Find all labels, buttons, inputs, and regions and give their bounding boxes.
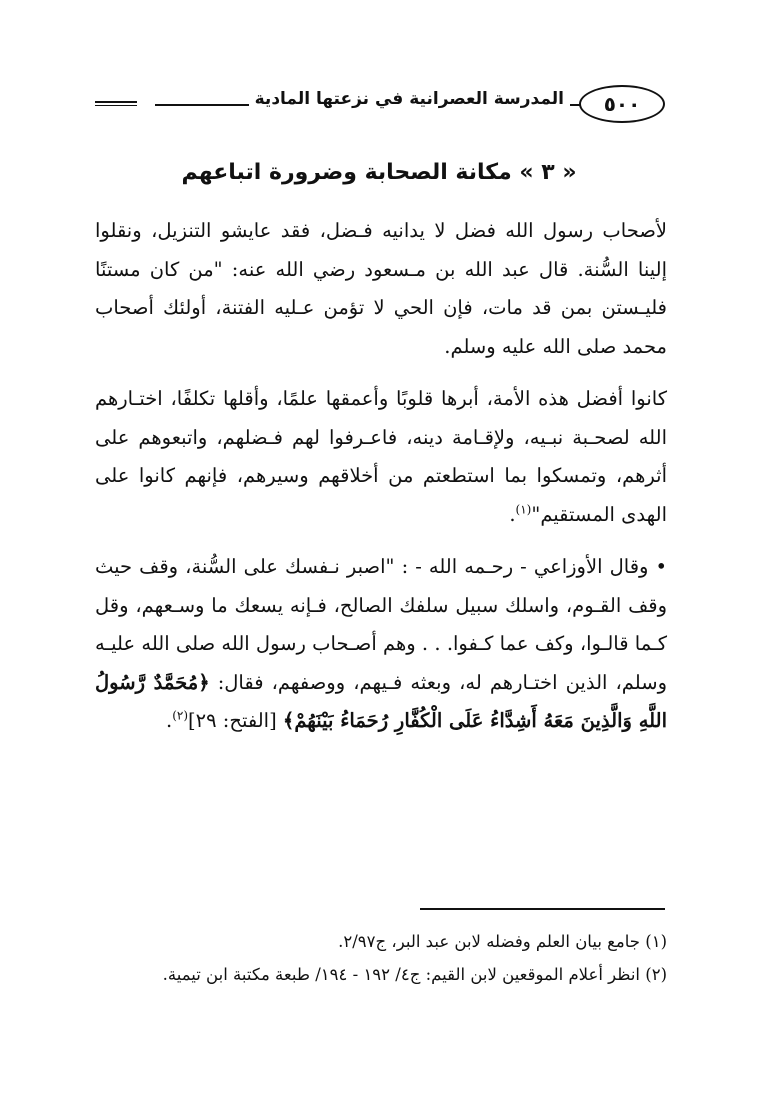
paragraph bbox=[95, 212, 667, 366]
paragraph-text: لأصحاب رسول الله فضل لا يدانيه فـضل، فقد عايشو التنزيل، ونقلوا إلينا السُّنة. قال عبد الله بن مـسعود رضي الله عنه: "من كان مستنًا فليـستن بمن قد مات، فإن الحي لا تؤمن عـليه الفتنة، أولئك أصحاب محمد صلى الله عليه وسلم. bbox=[95, 219, 667, 358]
paragraph-end: . bbox=[509, 502, 516, 526]
footnote-separator bbox=[420, 908, 665, 910]
footnotes bbox=[95, 925, 667, 991]
footnote-ref: (١) bbox=[515, 502, 532, 516]
footnote-ref: (٢) bbox=[172, 708, 189, 723]
footnote-1: (١) جامع بيان العلم وفضله لابن عبد البر، ج٢/٩٧. bbox=[338, 932, 667, 951]
paragraph-text: كانوا أفضل هذه الأمة، أبرها قلوبًا وأعمقها علمًا، وأقلها تكلفًا، اختـارهم الله لصحـبة نبـيه، ولإقـامة دينه، فاعـرفوا لهم فـضلهم، واتبعوهم على أثرهم، وتمسكوا بما استطعتم من أخلاقهم وسيرهم، فإنهم كانوا على الهدى المستقيم" bbox=[95, 387, 667, 526]
quran-verse: ﴿مُحَمَّدٌ رَّسُولُ اللَّهِ وَالَّذِينَ مَعَهُ أَشِدَّاءُ عَلَى الْكُفَّارِ رُحَمَاءُ بَيْنَهُمْ﴾ bbox=[95, 670, 667, 732]
paragraph bbox=[95, 548, 667, 741]
paragraph bbox=[95, 380, 667, 534]
running-header bbox=[95, 85, 665, 125]
verse-citation: [الفتح: ٢٩] bbox=[188, 709, 277, 732]
footnote-2: (٢) انظر أعلام الموقعين لابن القيم: ج٤/ ١٩٢ - ١٩٤/ طبعة مكتبة ابن تيمية. bbox=[162, 965, 667, 984]
paragraph-text: • وقال الأوزاعي - رحـمه الله - : "اصبر نـفسك على السُّنة، وقف حيث وقف القـوم، واسلك سبيل سلفك الصالح، فـإنه يسعك ما وسـعهم، وقل كـما قالـوا، وكف عما كـفوا. . . وهم أصـحاب رسول الله صلى الله عليـه وسلم، الذين اختـارهم له، وبعثه فـيهم، ووصفهم، فقال: bbox=[95, 555, 667, 694]
paragraph-end: . bbox=[166, 709, 173, 732]
page-number: ٥٠٠ bbox=[579, 85, 665, 123]
section-heading: « ٣ » مكانة الصحابة وضرورة اتباعهم bbox=[181, 160, 577, 185]
header-decorative-line bbox=[95, 101, 137, 106]
running-header-title: المدرسة العصرانية في نزعتها المادية bbox=[249, 89, 570, 109]
main-text bbox=[95, 212, 667, 755]
